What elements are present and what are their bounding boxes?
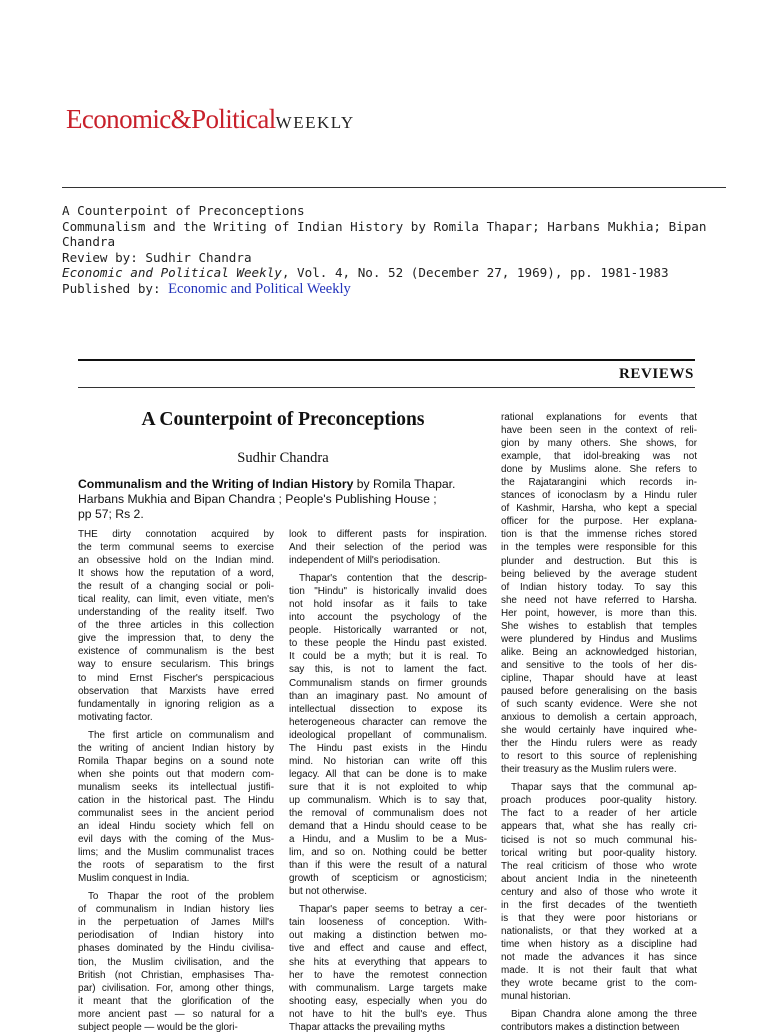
article-title: A Counterpoint of Preconceptions bbox=[141, 409, 425, 430]
text-line: tical reality, can limit, even vitiate, men's bbox=[78, 594, 274, 606]
text-line: time when history as a discipline had bbox=[501, 938, 697, 950]
text-line: and sensitive to the tools of her dis- bbox=[501, 659, 697, 671]
text-line: of communalism in Indian history lies bbox=[78, 904, 274, 916]
text-line: understanding of the reality itself. Two bbox=[78, 607, 274, 619]
text-line: their treasury as the Muslim rulers were. bbox=[501, 764, 677, 776]
text-line: motivating factor. bbox=[78, 711, 153, 723]
text-line: in the perpetuation of James Mill's bbox=[78, 917, 274, 929]
text-line: It could be a myth; but it is real. To bbox=[289, 651, 487, 663]
text-line: not made the advances it has since bbox=[501, 951, 697, 963]
text-line: paused before generalising on the basis bbox=[501, 685, 697, 697]
text-line: legacy. All that can be done is to make bbox=[289, 768, 487, 780]
text-line: sure that it is not exploited to whip bbox=[289, 781, 487, 793]
text-line: of Kashmir, Harsha, who kept a special bbox=[501, 503, 697, 515]
text-line: fundamentally in ignoring religion as a bbox=[78, 698, 274, 710]
text-line: cation in the historical past. The Hindu bbox=[78, 794, 274, 806]
publisher-link[interactable]: Economic and Political Weekly bbox=[168, 280, 351, 297]
text-line: evil days with the coming of the Mus- bbox=[78, 834, 274, 846]
text-line: is that they were poor historians or bbox=[501, 912, 697, 924]
text-line: contributors makes a distinction between bbox=[501, 1022, 680, 1034]
text-line: but not otherwise. bbox=[289, 886, 367, 898]
text-line: a Hindu, and a Muslim to be a Mus- bbox=[289, 834, 487, 846]
text-line: it meant that the glorification of the bbox=[78, 995, 274, 1007]
text-line: The Hindu past exists in the Hindu bbox=[289, 742, 487, 754]
text-line: The real criticism of those who wrote bbox=[501, 860, 697, 872]
text-line: were plundered by Hindus and Muslims bbox=[501, 633, 697, 645]
text-line: proach produces poor-quality history. bbox=[501, 795, 697, 807]
text-line: not have to hit the bull's eye. Thus bbox=[289, 1008, 487, 1020]
meta-book-line: Communalism and the Writing of Indian History by Romila Thapar; Harbans Mukhia; Bipan bbox=[62, 218, 707, 234]
book-reference-line-2: Harbans Mukhia and Bipan Chandra ; People's Publishing House ; bbox=[78, 492, 437, 506]
text-line: plunder and destruction. But this is bbox=[501, 555, 697, 567]
text-line: munal historian. bbox=[501, 991, 571, 1003]
text-line: into account the psychology of the bbox=[289, 612, 487, 624]
text-line: nationalists, or that they worked at a bbox=[501, 925, 697, 937]
text-line: ther the Hindu rulers were as ready bbox=[501, 738, 697, 750]
book-reference-line-1 bbox=[78, 477, 483, 492]
text-line: communalist sees in the ancient period bbox=[78, 807, 274, 819]
text-line: shooting easy, especially when you do bbox=[289, 995, 487, 1007]
article-column-2 bbox=[289, 528, 487, 1034]
text-line: And their selection of the period was bbox=[289, 542, 487, 554]
text-line: torical writing but poor-quality history. bbox=[501, 847, 697, 859]
text-line: The fact to a reader of her article bbox=[501, 808, 697, 820]
text-line: an obsessive hold on the Indian mind. bbox=[78, 555, 274, 567]
meta-book-line-2: Chandra bbox=[62, 234, 116, 249]
masthead-logo bbox=[66, 104, 355, 135]
text-line: ideological propellant of communalism. bbox=[289, 729, 487, 741]
text-line: she would certainly have inquired whe- bbox=[501, 725, 697, 737]
book-title: Communalism and the Writing of Indian History bbox=[78, 477, 354, 491]
text-line: the writing of ancient Indian history by bbox=[78, 742, 274, 754]
text-line: of Indian history today. To say this bbox=[501, 581, 697, 593]
text-line: of such scanty evidence. Were she not bbox=[501, 699, 697, 711]
text-line: about ancient India in the nineteenth bbox=[501, 873, 697, 885]
meta-citation-line bbox=[62, 265, 732, 281]
text-line: Muslim conquest in India. bbox=[78, 873, 190, 885]
article-section-rule bbox=[78, 387, 695, 388]
text-line: tion is that the immense riches stored bbox=[501, 529, 697, 541]
text-line: when she points out that modern com- bbox=[78, 768, 274, 780]
section-label: REVIEWS bbox=[618, 366, 694, 382]
text-line: an ideal Hindu society which fell on bbox=[78, 821, 274, 833]
text-line: the removal of communalism does not bbox=[289, 807, 487, 819]
text-line: mind. No historian can write off this bbox=[289, 755, 487, 767]
text-line: in the first decades of the twentieth bbox=[501, 899, 697, 911]
text-line: independent of Mill's periodisation. bbox=[289, 555, 441, 567]
text-line: tain looseness of conception. With- bbox=[289, 917, 487, 929]
text-line: they wrote became grist to the com- bbox=[501, 978, 697, 990]
text-line: she need not have referred to Harsha. bbox=[501, 594, 697, 606]
text-line: out making a distinction betwen mo- bbox=[289, 930, 487, 942]
text-line: people. Historically warranted or not, bbox=[289, 625, 487, 637]
text-line: say this, is not to lament the fact. bbox=[289, 664, 487, 676]
text-line: tion "Hindu" is historically invalid does bbox=[289, 586, 487, 598]
text-line: with communalism. Large targets make bbox=[289, 982, 487, 994]
text-line: cipline, Thapar should have at least bbox=[501, 672, 697, 684]
text-line: tion, the Muslim civilisation, and the bbox=[78, 956, 274, 968]
meta-published-line bbox=[62, 281, 732, 298]
masthead-suffix: WEEKLY bbox=[275, 113, 355, 132]
text-line: Thapar attacks the prevailing myths bbox=[289, 1021, 445, 1033]
meta-title: A Counterpoint of Preconceptions bbox=[62, 203, 305, 218]
text-line: example, that idol-breaking was not bbox=[501, 451, 697, 463]
meta-published-label: Published by: bbox=[62, 280, 169, 296]
text-line: munalism seeks its intellectual justifi- bbox=[78, 781, 274, 793]
text-line: Communalism stands on firmer grounds bbox=[289, 677, 487, 689]
text-line: to these people the Hindu past existed. bbox=[289, 638, 487, 650]
header-divider bbox=[62, 187, 726, 188]
text-line: have been seen in the context of reli- bbox=[501, 425, 697, 437]
text-line: ticised is not so much communal his- bbox=[501, 834, 697, 846]
text-line: stances of iconoclasm by a Hindu ruler bbox=[501, 490, 697, 502]
text-line: the roots of separatism to the first bbox=[78, 860, 274, 872]
text-line: Her point, however, is more than this. bbox=[501, 607, 697, 619]
text-line: than an imaginary past. No amount of bbox=[289, 690, 487, 702]
text-line: heterogeneous character can remove the bbox=[289, 716, 487, 728]
text-line: Thapar's contention that the descrip- bbox=[299, 573, 487, 585]
text-line: Thapar says that the communal ap- bbox=[511, 782, 697, 794]
article-column-1 bbox=[78, 528, 274, 1034]
text-line: officer for the purpose. Her explana- bbox=[501, 516, 697, 528]
text-line: Thapar's paper seems to betray a cer- bbox=[299, 904, 487, 916]
text-line: demand that a Hindu should cease to be bbox=[289, 821, 487, 833]
text-line: lims; and the Muslim communalist traces bbox=[78, 847, 274, 859]
meta-citation: , Vol. 4, No. 52 (December 27, 1969), pp. 1981-1983 bbox=[281, 265, 669, 280]
text-line: Romila Thapar begins on a sound note bbox=[78, 755, 274, 767]
text-line: of the three articles in this collection bbox=[78, 620, 274, 632]
masthead-main: Economic&Political bbox=[66, 104, 276, 134]
text-line: than if this were the result of a natural bbox=[289, 860, 487, 872]
text-line: par) civilisation. For, among other things, bbox=[78, 982, 274, 994]
text-line: observation that Marxists have erred bbox=[78, 685, 274, 697]
text-line: THE dirty connotation acquired by bbox=[78, 529, 274, 540]
meta-review-by: Review by: Sudhir Chandra bbox=[62, 249, 252, 265]
citation-block bbox=[62, 203, 732, 297]
text-line: century and also of those who wrote it bbox=[501, 886, 697, 898]
text-line: It shows how the reputation of a word, bbox=[78, 568, 274, 580]
text-line: the Rajatarangini which records in- bbox=[501, 477, 697, 489]
text-line: subject people — would be the glori- bbox=[78, 1021, 238, 1033]
text-line: To Thapar the root of the problem bbox=[88, 891, 274, 903]
text-line: lim, and so on. Nothing could be better bbox=[289, 847, 487, 859]
text-line: appears that, what she has really cri- bbox=[501, 821, 697, 833]
text-line: gion by many others. She shows, for bbox=[501, 438, 697, 450]
text-line: way to ensure secularism. This brings bbox=[78, 659, 274, 671]
text-line: done by Muslims alone. She refers to bbox=[501, 464, 697, 476]
text-line: her to have the remotest connection bbox=[289, 969, 487, 981]
article-top-rule bbox=[78, 359, 695, 361]
text-line: the result of a changing social or poli- bbox=[78, 581, 274, 593]
text-line: being believed by the average student bbox=[501, 568, 697, 580]
book-authors: by Romila Thapar. bbox=[353, 477, 456, 491]
text-line: more ancient past — so natural for a bbox=[78, 1008, 274, 1020]
text-line: give the impression that, to deny the bbox=[78, 633, 274, 645]
text-line: rational explanations for events that bbox=[501, 412, 697, 423]
text-line: to mind Ernst Fischer's perspicacious bbox=[78, 672, 274, 684]
text-line: look to different pasts for inspiration. bbox=[289, 529, 487, 540]
text-line: to resort to this source of replenishing bbox=[501, 751, 697, 763]
text-line: alike. Being an acknowledged historian, bbox=[501, 646, 697, 658]
text-line: she hits at everything that appears to bbox=[289, 956, 487, 968]
text-line: She wishes to establish that temples bbox=[501, 620, 697, 632]
meta-journal: Economic and Political Weekly bbox=[62, 265, 282, 280]
article-column-3 bbox=[501, 411, 697, 1034]
text-line: British (not Christian, emphasises Tha- bbox=[78, 969, 274, 981]
text-line: up communalism. Which is to say that, bbox=[289, 794, 487, 806]
text-line: the term communal seems to exercise bbox=[78, 542, 274, 554]
book-reference bbox=[78, 477, 483, 522]
text-line: tive and effect and cause and effect, bbox=[289, 943, 487, 955]
book-reference-line-3: pp 57; Rs 2. bbox=[78, 507, 144, 521]
text-line: not hold insofar as it fails to take bbox=[289, 599, 487, 611]
text-line: anxious to demolish a certain approach, bbox=[501, 712, 697, 724]
text-line: phases dominated by the Hindu civilisa- bbox=[78, 943, 274, 955]
text-line: periodisation of Indian history into bbox=[78, 930, 274, 942]
text-line: made. It is not their fault that what bbox=[501, 964, 697, 976]
text-line: The first article on communalism and bbox=[88, 729, 274, 741]
text-line: intellectual dissection to expose its bbox=[289, 703, 487, 715]
text-line: in the temples were responsible for this bbox=[501, 542, 697, 554]
text-line: existence of communalism is the best bbox=[78, 646, 274, 658]
article-author: Sudhir Chandra bbox=[237, 450, 329, 466]
text-line: growth of scepticism or agnosticism; bbox=[289, 873, 487, 885]
text-line: Bipan Chandra alone among the three bbox=[511, 1009, 697, 1021]
